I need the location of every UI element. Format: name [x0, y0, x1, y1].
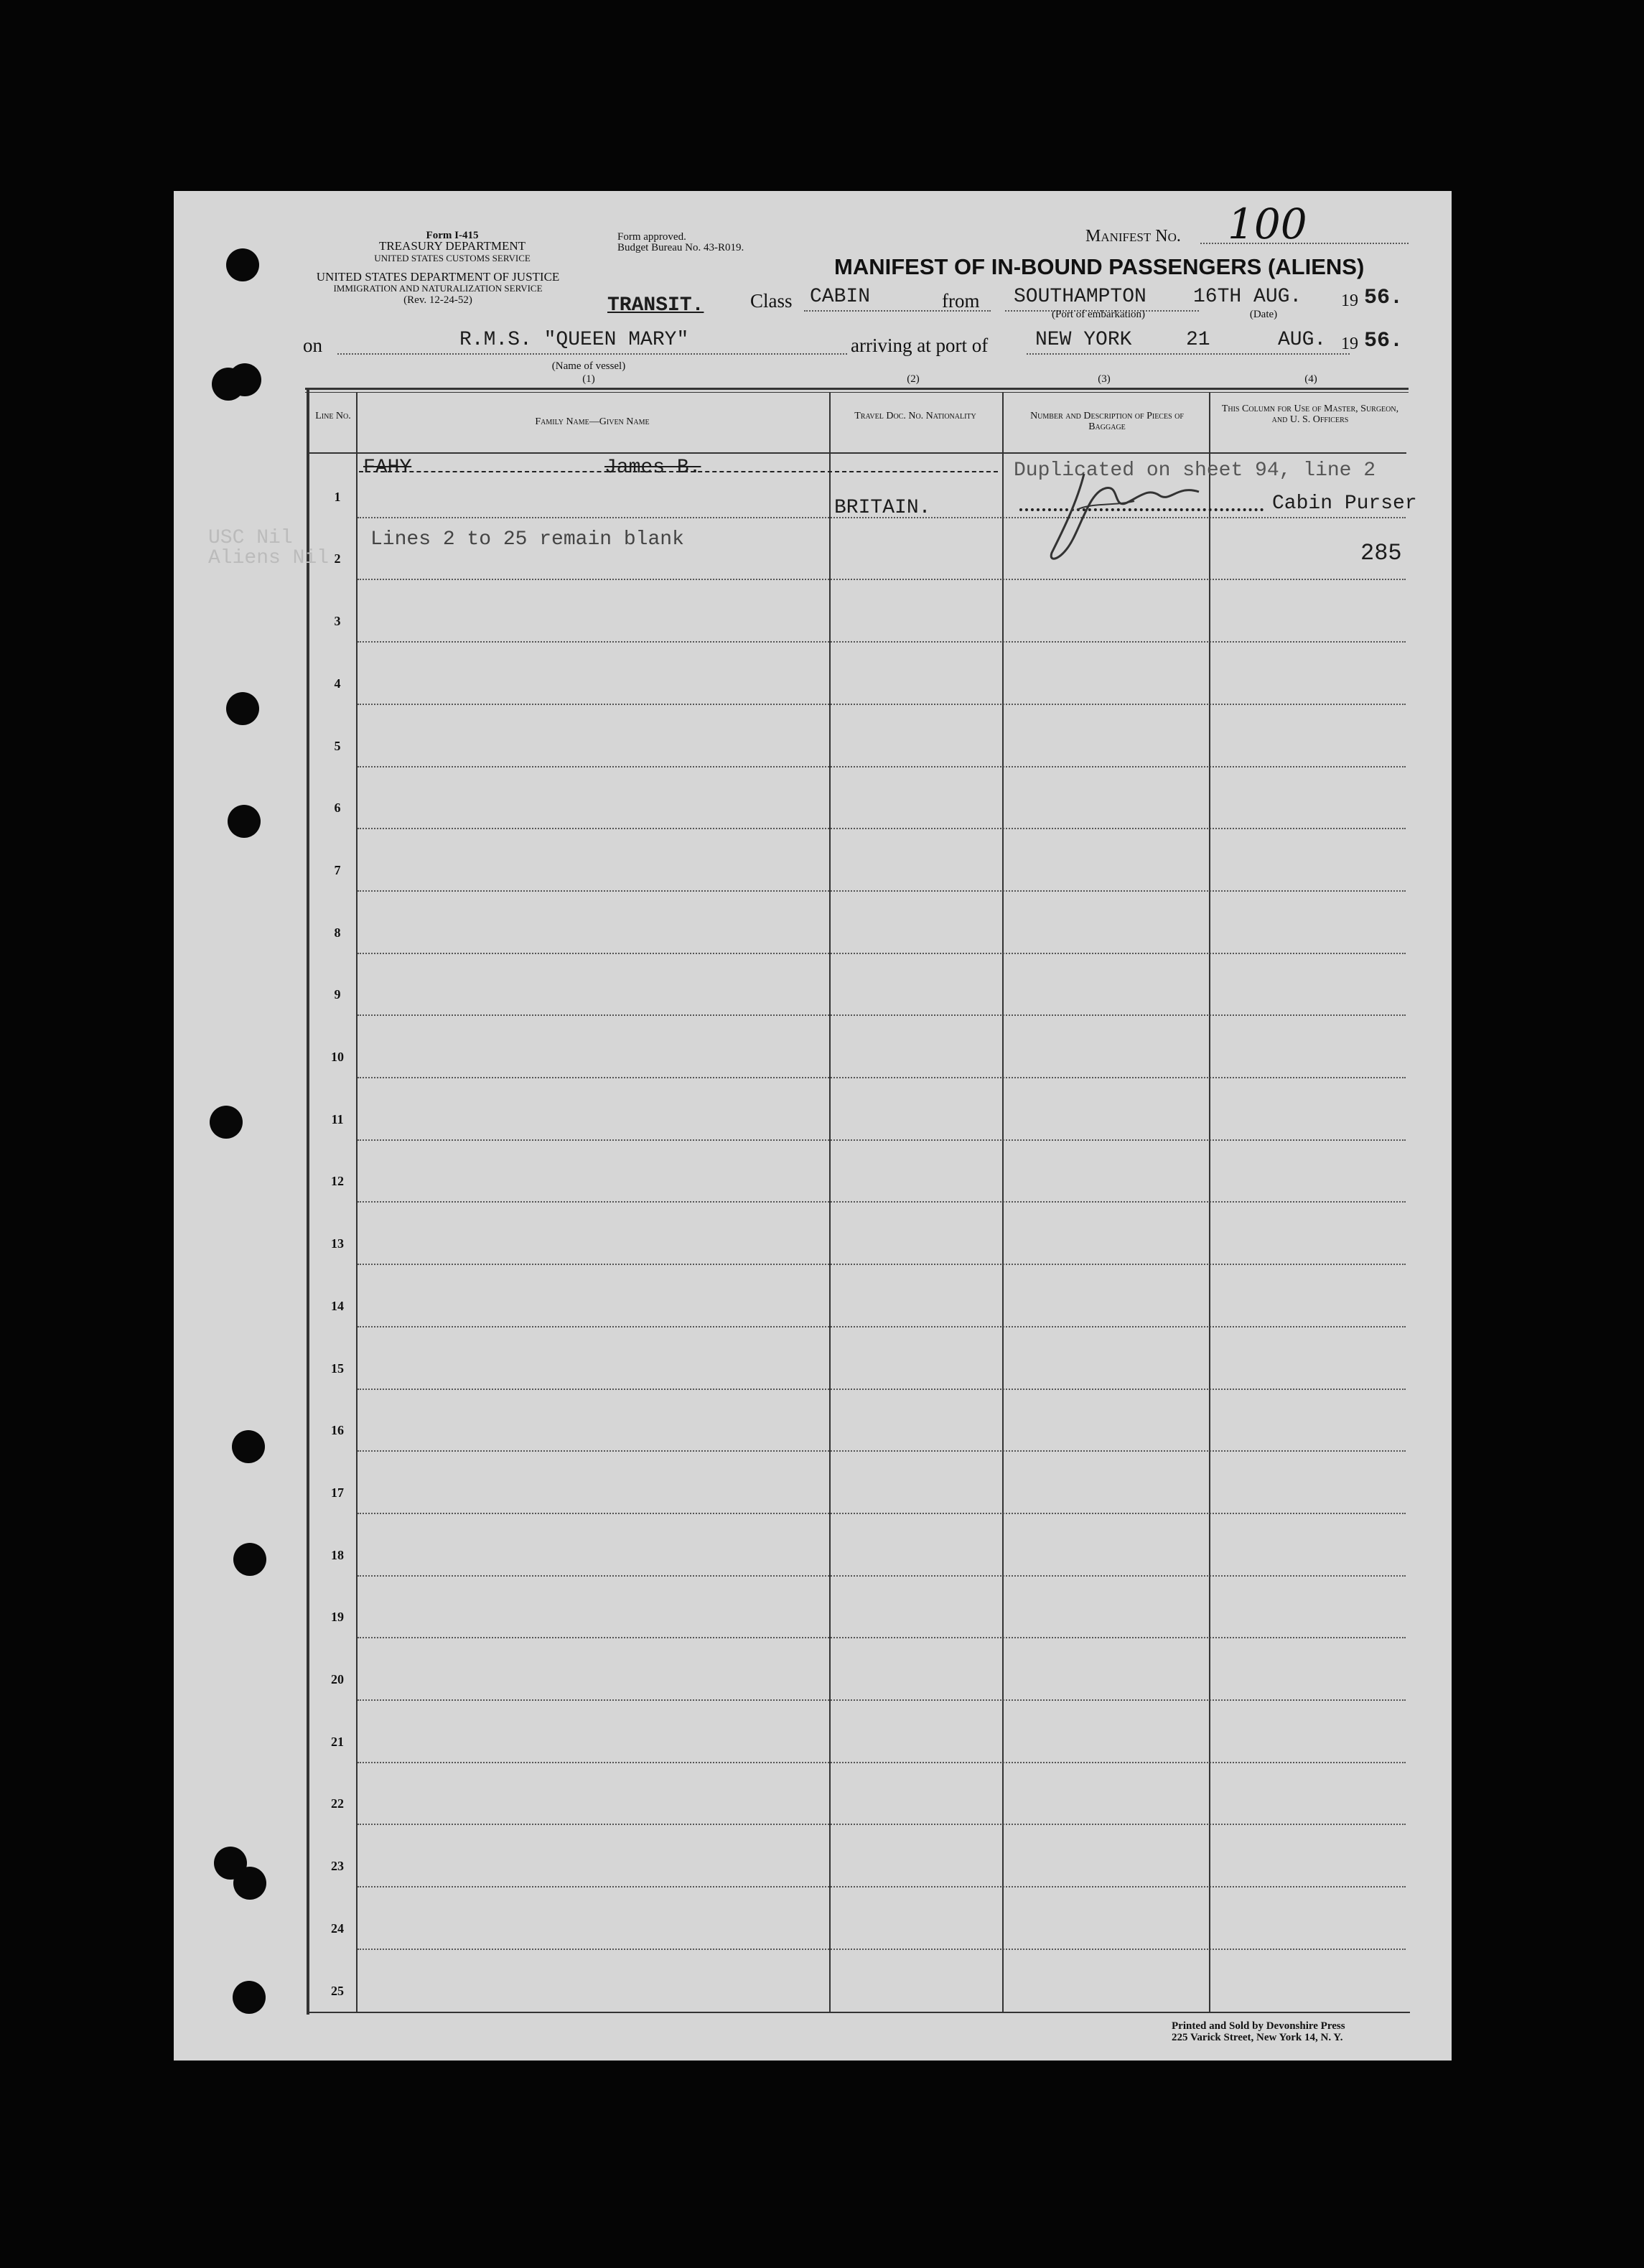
line-number: 14	[331, 1298, 344, 1313]
margin-aliens: Aliens Nil	[208, 547, 330, 569]
row-rule	[358, 1326, 1406, 1327]
line-number: 7	[334, 862, 341, 877]
line-number: 3	[334, 614, 341, 629]
line-number: 22	[331, 1796, 344, 1811]
class-value: CABIN	[810, 286, 871, 308]
line-number: 11	[331, 1111, 344, 1126]
table-left-border	[307, 388, 309, 2015]
row-rule	[358, 1264, 1406, 1265]
from-label: from	[942, 290, 980, 312]
line-number: 9	[334, 987, 341, 1002]
arrival-port: NEW YORK	[1035, 329, 1132, 351]
date-caption: (Date)	[1249, 309, 1278, 320]
manifest-label: Manifest No.	[1085, 227, 1181, 246]
row-rule	[358, 704, 1406, 705]
year-value-2: 56.	[1364, 329, 1404, 353]
line-number: 4	[334, 676, 341, 691]
row-rule	[358, 1886, 1406, 1887]
printer-line-2: 225 Varick Street, New York 14, N. Y.	[1172, 2032, 1343, 2043]
line-number: 19	[331, 1610, 344, 1625]
dept-justice: UNITED STATES DEPARTMENT OF JUSTICE	[316, 270, 560, 284]
row-rule	[358, 890, 1406, 892]
line-number: 23	[331, 1859, 344, 1874]
row-rule	[358, 1389, 1406, 1390]
row-rule	[358, 953, 1406, 954]
transit-label: TRANSIT.	[607, 294, 704, 317]
line-number: 15	[331, 1361, 344, 1376]
column-3-number: (3)	[1098, 373, 1111, 385]
family-name: FAHY	[363, 457, 412, 479]
binder-hole	[210, 1106, 243, 1139]
row-rule	[358, 1699, 1406, 1701]
printer-line-1: Printed and Sold by Devonshire Press	[1172, 2020, 1345, 2032]
travel-divider	[1002, 393, 1004, 2013]
dept-immigration: IMMIGRATION AND NATURALIZATION SERVICE	[333, 283, 543, 294]
line-number: 2	[334, 551, 341, 566]
row-rule	[358, 1824, 1406, 1825]
binder-hole	[233, 1867, 266, 1900]
row-rule	[358, 1762, 1406, 1763]
arriving-label: arriving at port of	[851, 335, 989, 356]
line-number: 21	[331, 1734, 344, 1749]
year-value-1: 56.	[1364, 286, 1404, 310]
strike-line	[359, 471, 998, 472]
class-label: Class	[750, 290, 793, 312]
binder-hole	[228, 363, 261, 396]
line-no-divider	[356, 393, 358, 2013]
table-top-rule	[305, 388, 1409, 390]
from-value: SOUTHAMPTON	[1014, 286, 1146, 308]
arrival-month: AUG.	[1278, 329, 1327, 351]
row-rule	[358, 828, 1406, 829]
row-rule	[358, 1450, 1406, 1452]
year-prefix-2: 19	[1341, 335, 1358, 353]
line-number: 10	[331, 1050, 344, 1064]
header-line-no: Line No.	[315, 411, 351, 421]
baggage-divider	[1209, 393, 1210, 2013]
entry-number: 285	[1360, 540, 1402, 566]
header-officers: This Column for Use of Master, Surgeon, and U. S. Officers	[1221, 403, 1399, 425]
row-rule	[358, 1513, 1406, 1514]
form-number: Form I-415	[426, 230, 479, 241]
binder-hole	[228, 805, 261, 838]
line-number: 17	[331, 1485, 344, 1500]
table-top-rule-2	[305, 392, 1409, 393]
header-travel: Travel Doc. No. Nationality	[854, 411, 976, 421]
manifest-number: 100	[1228, 200, 1307, 248]
arrival-day: 21	[1186, 329, 1210, 351]
line-number: 24	[331, 1921, 344, 1936]
form-approved: Form approved.	[617, 231, 686, 243]
line-number: 25	[331, 1983, 344, 1998]
column-4-number: (4)	[1304, 373, 1317, 385]
column-2-number: (2)	[907, 373, 920, 385]
line-number: 6	[334, 801, 341, 816]
dept-customs: UNITED STATES CUSTOMS SERVICE	[374, 253, 531, 263]
header-name: Family Name—Given Name	[535, 416, 650, 427]
line-number: 1	[334, 489, 341, 504]
port-caption: (Port of embarkation)	[1052, 309, 1145, 320]
vessel-underline	[337, 353, 847, 355]
given-name: James B.	[604, 457, 701, 479]
dept-treasury: TREASURY DEPARTMENT	[378, 239, 526, 253]
line-number: 13	[331, 1236, 344, 1251]
header-bottom-rule	[308, 452, 1406, 454]
column-1-number: (1)	[582, 373, 595, 385]
row-rule	[358, 1201, 1406, 1203]
nationality: BRITAIN.	[834, 497, 931, 519]
row-rule	[358, 1014, 1406, 1016]
row-rule	[358, 1139, 1406, 1141]
binder-hole	[233, 1981, 266, 2014]
on-label: on	[303, 335, 322, 356]
table-bottom-rule	[308, 2012, 1410, 2013]
form-revision: (Rev. 12-24-52)	[403, 294, 472, 306]
margin-usc: USC Nil	[208, 527, 293, 549]
line-number: 20	[331, 1672, 344, 1686]
row-rule	[358, 1077, 1406, 1078]
line-number: 18	[331, 1547, 344, 1562]
header-baggage: Number and Description of Pieces of Baggage	[1030, 411, 1184, 432]
line-number: 16	[331, 1423, 344, 1438]
blank-note: Lines 2 to 25 remain blank	[370, 528, 684, 551]
arrival-underline	[1027, 353, 1350, 355]
vessel-name: R.M.S. "QUEEN MARY"	[459, 329, 689, 351]
row-rule	[358, 1575, 1406, 1577]
binder-hole	[226, 248, 259, 281]
budget-bureau: Budget Bureau No. 43-R019.	[617, 242, 744, 253]
row-rule	[358, 1949, 1406, 1950]
row-rule	[358, 641, 1406, 643]
page-title: MANIFEST OF IN-BOUND PASSENGERS (ALIENS)	[834, 254, 1365, 279]
year-prefix-1: 19	[1341, 291, 1358, 310]
row-rule	[358, 766, 1406, 767]
binder-hole	[226, 692, 259, 725]
purser-label: Cabin Purser	[1272, 493, 1417, 515]
binder-hole	[233, 1543, 266, 1576]
line-number: 12	[331, 1174, 344, 1189]
binder-hole	[232, 1430, 265, 1463]
line-number: 8	[334, 925, 341, 940]
row-rule	[358, 579, 1406, 580]
vessel-caption: (Name of vessel)	[551, 360, 626, 372]
duplicate-note: Duplicated on sheet 94, line 2	[1014, 459, 1376, 482]
line-number: 5	[334, 738, 341, 753]
name-divider	[829, 393, 831, 2013]
purser-signature	[1034, 459, 1220, 567]
row-rule	[358, 1637, 1406, 1638]
date-value: 16TH AUG.	[1193, 286, 1302, 308]
